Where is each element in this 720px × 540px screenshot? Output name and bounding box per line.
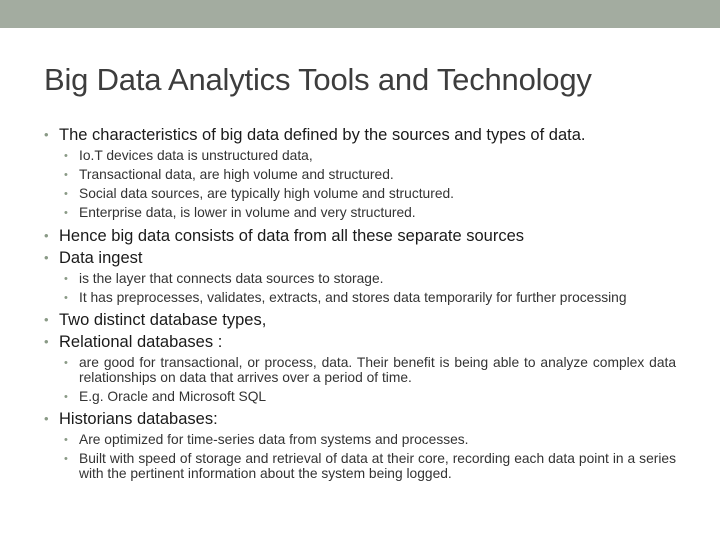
sub-bullet-item bbox=[44, 433, 676, 448]
bullet-marker: • bbox=[44, 127, 49, 142]
sub-bullet-marker: • bbox=[64, 357, 68, 369]
sub-bullet-item bbox=[44, 187, 676, 202]
bullet-text: Data ingest bbox=[59, 248, 143, 267]
sub-bullet-item bbox=[44, 291, 676, 306]
sub-bullet-marker: • bbox=[64, 434, 68, 446]
sub-bullet-text: Social data sources, are typically high volume and structured. bbox=[79, 186, 455, 201]
sub-bullet-item bbox=[44, 390, 676, 405]
sub-bullet-text: are good for transactional, or process, data. Their benefit is being able to analyze complex data relationships on data that arrives over a period of time. bbox=[79, 355, 676, 385]
sub-bullet-text: Enterprise data, is lower in volume and very structured. bbox=[79, 205, 416, 220]
bullet-text: Relational databases : bbox=[59, 333, 223, 351]
sub-bullet-item bbox=[44, 149, 676, 164]
bullet-marker: • bbox=[44, 312, 49, 327]
sub-bullet-text: E.g. Oracle and Microsoft SQL bbox=[79, 388, 267, 404]
sub-bullet-list bbox=[44, 356, 676, 404]
bullet-text: Hence big data consists of data from all these separate sources bbox=[59, 226, 525, 245]
bullet-text: The characteristics of big data defined by the sources and types of data. bbox=[59, 126, 586, 144]
sub-bullet-text: Are optimized for time-series data from systems and processes. bbox=[79, 432, 469, 447]
bullet-item bbox=[44, 408, 676, 430]
sub-bullet-list bbox=[44, 272, 676, 306]
bullet-item bbox=[44, 247, 676, 269]
bullet-item bbox=[44, 124, 676, 146]
sub-bullet-marker: • bbox=[64, 150, 68, 162]
sub-bullet-item bbox=[44, 168, 676, 183]
sub-bullet-text: It has preprocesses, validates, extracts, and stores data temporarily for further processing bbox=[79, 289, 627, 305]
sub-bullet-item bbox=[44, 272, 676, 287]
sub-bullet-marker: • bbox=[64, 169, 68, 181]
bullet-marker: • bbox=[44, 227, 49, 243]
sub-bullet-item bbox=[44, 452, 676, 481]
bullet-marker: • bbox=[44, 249, 49, 265]
sub-bullet-text: is the layer that connects data sources to storage. bbox=[79, 270, 384, 286]
sub-bullet-marker: • bbox=[64, 291, 68, 304]
top-decor-bar bbox=[0, 0, 720, 28]
bullet-marker: • bbox=[44, 411, 49, 426]
bullet-text: Two distinct database types, bbox=[59, 311, 267, 329]
sub-bullet-item bbox=[44, 356, 676, 385]
sub-bullet-marker: • bbox=[64, 390, 68, 403]
sub-bullet-list bbox=[44, 433, 676, 481]
sub-bullet-marker: • bbox=[64, 453, 68, 465]
sub-bullet-text: Built with speed of storage and retrieval of data at their core, recording each data point in a series with the pertinent information about the system being logged. bbox=[79, 451, 676, 481]
sub-bullet-marker: • bbox=[64, 207, 68, 219]
bullet-item bbox=[44, 331, 676, 353]
slide-body bbox=[44, 124, 676, 485]
sub-bullet-item bbox=[44, 206, 676, 221]
sub-bullet-list bbox=[44, 149, 676, 221]
sub-bullet-marker: • bbox=[64, 188, 68, 200]
slide-title: Big Data Analytics Tools and Technology bbox=[44, 62, 592, 97]
sub-bullet-text: Transactional data, are high volume and structured. bbox=[79, 167, 394, 182]
sub-bullet-marker: • bbox=[64, 272, 68, 285]
sub-bullet-text: Io.T devices data is unstructured data, bbox=[79, 148, 313, 163]
bullet-item bbox=[44, 309, 676, 331]
bullet-marker: • bbox=[44, 334, 49, 349]
bullet-item bbox=[44, 225, 676, 247]
bullet-text: Historians databases: bbox=[59, 410, 218, 428]
